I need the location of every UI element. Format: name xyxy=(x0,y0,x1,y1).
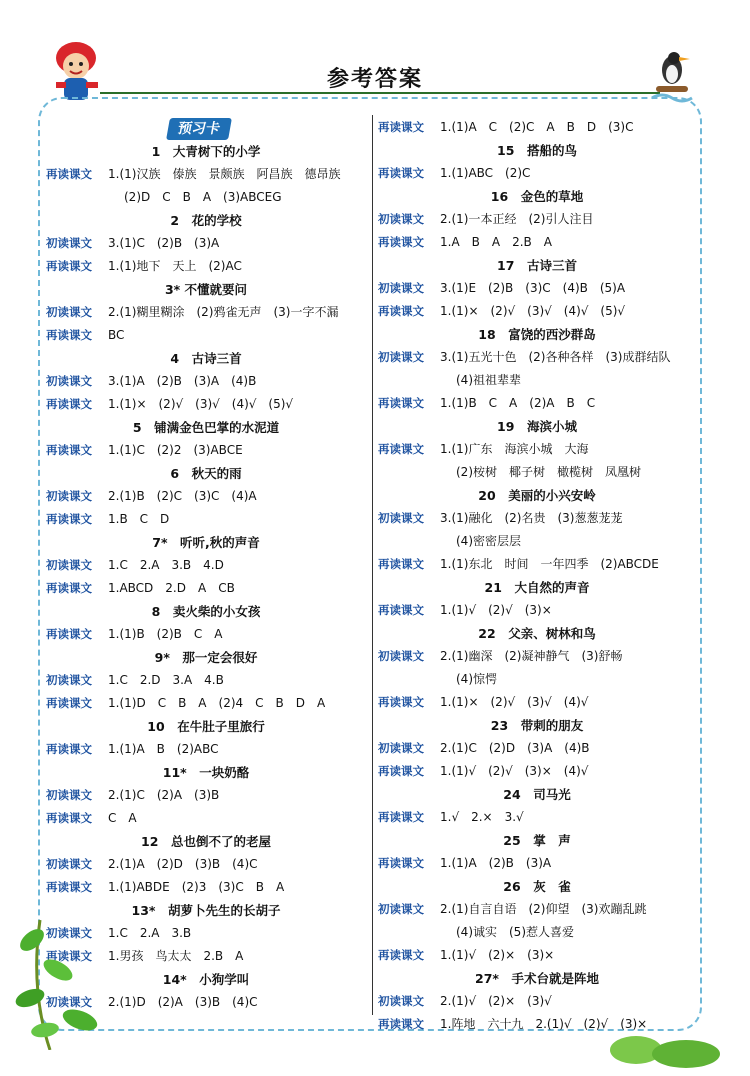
answer-row xyxy=(378,760,696,783)
reading-label: 初读课文 xyxy=(378,511,424,525)
answer-row xyxy=(378,806,696,829)
answer-row xyxy=(378,392,696,415)
answer-row xyxy=(46,186,366,209)
answer-text: 1.(1)B C A (2)A B C xyxy=(440,396,596,410)
answer-text: 2.(1)C (2)D (3)A (4)B xyxy=(440,741,590,755)
answer-text: 1.B C D xyxy=(108,512,170,526)
reading-label: 再读课文 xyxy=(46,259,92,273)
lesson-title: 2 花的学校 xyxy=(170,213,242,228)
reading-label: 再读课文 xyxy=(378,120,424,134)
answer-text: 1.(1)× (2)√ (3)√ (4)√ (5)√ xyxy=(440,304,626,318)
answer-text: (4)惊愕 xyxy=(456,672,497,686)
lesson-title: 26 灰 雀 xyxy=(503,879,571,894)
lesson-title: 14* 小狗学叫 xyxy=(162,972,250,987)
answer-row xyxy=(378,507,696,530)
answer-row xyxy=(46,232,366,255)
reading-label: 初读课文 xyxy=(46,857,92,871)
answer-text: 1.(1)√ (2)× (3)× xyxy=(440,948,555,962)
reading-label: 初读课文 xyxy=(46,673,92,687)
reading-label: 初读课文 xyxy=(378,902,424,916)
reading-label: 初读课文 xyxy=(378,350,424,364)
answer-row xyxy=(378,116,696,139)
reading-label: 初读课文 xyxy=(46,236,92,250)
answer-row xyxy=(46,439,366,462)
answer-row xyxy=(46,370,366,393)
page-header xyxy=(0,0,750,110)
lesson-title: 1 大青树下的小学 xyxy=(151,144,261,159)
answer-row xyxy=(378,530,696,553)
lesson-title: 7* 听听,秋的声音 xyxy=(152,535,260,550)
answer-row xyxy=(378,645,696,668)
page-title: 参考答案 xyxy=(326,67,423,92)
reading-label: 再读课文 xyxy=(378,557,424,571)
answer-text: 1.(1)广东 海滨小城 大海 xyxy=(440,442,589,456)
reading-label: 再读课文 xyxy=(378,603,424,617)
reading-label: 初读课文 xyxy=(378,994,424,1008)
answer-text: (2)D C B A (3)ABCEG xyxy=(124,190,282,204)
reading-label: 再读课文 xyxy=(378,396,424,410)
answer-row xyxy=(46,255,366,278)
answer-text: 1.C 2.A 3.B xyxy=(108,926,192,940)
answer-text: 2.(1)一本正经 (2)引人注目 xyxy=(440,212,594,226)
reading-label: 再读课文 xyxy=(378,1017,424,1031)
answer-text: 2.(1)B (2)C (3)C (4)A xyxy=(108,489,257,503)
answer-text: 1.C 2.D 3.A 4.B xyxy=(108,673,224,687)
reading-label: 初读课文 xyxy=(378,281,424,295)
reading-label: 再读课文 xyxy=(46,811,92,825)
answer-row xyxy=(378,208,696,231)
answer-row xyxy=(46,508,366,531)
answer-text: 3.(1)C (2)B (3)A xyxy=(108,236,220,250)
reading-label: 再读课文 xyxy=(46,397,92,411)
answer-text: (2)桉树 椰子树 橄榄树 凤凰树 xyxy=(456,465,641,479)
answer-text: 1.(1)× (2)√ (3)√ (4)√ xyxy=(440,695,589,709)
grass-decoration-icon xyxy=(606,1010,736,1070)
lesson-title: 22 父亲、树林和鸟 xyxy=(478,626,596,641)
lesson-title: 6 秋天的雨 xyxy=(170,466,242,481)
answer-row xyxy=(378,898,696,921)
answer-text: 1.(1)东北 时间 一年四季 (2)ABCDE xyxy=(440,557,659,571)
reading-label: 再读课文 xyxy=(46,328,92,342)
answer-row xyxy=(378,553,696,576)
answer-row xyxy=(378,277,696,300)
header-divider xyxy=(100,92,660,94)
answer-row xyxy=(46,623,366,646)
answer-text: 1.(1)A (2)B (3)A xyxy=(440,856,552,870)
reading-label: 再读课文 xyxy=(46,696,92,710)
reading-label: 再读课文 xyxy=(378,948,424,962)
answer-text: 1.(1)A C (2)C A B D (3)C xyxy=(440,120,634,134)
answer-text: 1.(1)C (2)2 (3)ABCE xyxy=(108,443,243,457)
right-column xyxy=(378,116,696,1036)
lesson-title: 27* 手术台就是阵地 xyxy=(475,971,599,986)
answer-row xyxy=(46,692,366,715)
answer-text: 1.(1)A B (2)ABC xyxy=(108,742,219,756)
answer-row xyxy=(46,163,366,186)
answer-text: BC xyxy=(108,328,125,342)
answer-row xyxy=(378,162,696,185)
lesson-title: 18 富饶的西沙群岛 xyxy=(478,327,596,342)
answer-row xyxy=(46,485,366,508)
answer-text: 2.(1)√ (2)× (3)√ xyxy=(440,994,552,1008)
reading-label: 再读课文 xyxy=(378,235,424,249)
reading-label: 初读课文 xyxy=(378,649,424,663)
answer-text: 1.(1)× (2)√ (3)√ (4)√ (5)√ xyxy=(108,397,294,411)
lesson-title: 4 古诗三首 xyxy=(170,351,242,366)
lesson-title: 24 司马光 xyxy=(503,787,571,802)
reading-label: 初读课文 xyxy=(46,374,92,388)
answer-text: 2.(1)C (2)A (3)B xyxy=(108,788,220,802)
answer-row xyxy=(378,921,696,944)
answer-text: 2.(1)糊里糊涂 (2)鸦雀无声 (3)一字不漏 xyxy=(108,305,339,319)
lesson-title: 11* 一块奶酪 xyxy=(162,765,250,780)
lesson-title: 23 带刺的朋友 xyxy=(490,718,584,733)
answer-text: 2.(1)幽深 (2)凝神静气 (3)舒畅 xyxy=(440,649,623,663)
answer-row xyxy=(46,301,366,324)
answer-row xyxy=(46,554,366,577)
answer-text: 2.(1)D (2)A (3)B (4)C xyxy=(108,995,258,1009)
lesson-title: 9* 那一定会很好 xyxy=(154,650,258,665)
lesson-title: 17 古诗三首 xyxy=(497,258,577,273)
answer-text: 2.(1)自言自语 (2)仰望 (3)欢蹦乱跳 xyxy=(440,902,647,916)
lesson-title: 10 在牛肚子里旅行 xyxy=(147,719,265,734)
reading-label: 再读课文 xyxy=(46,167,92,181)
reading-label: 再读课文 xyxy=(46,512,92,526)
answer-text: C A xyxy=(108,811,137,825)
answer-text: 1.(1)ABDE (2)3 (3)C B A xyxy=(108,880,285,894)
answer-text: (4)祖祖辈辈 xyxy=(456,373,521,387)
lesson-title: 12 总也倒不了的老屋 xyxy=(141,834,271,849)
reading-label: 初读课文 xyxy=(46,558,92,572)
lesson-title: 20 美丽的小兴安岭 xyxy=(478,488,596,503)
reading-label: 再读课文 xyxy=(46,443,92,457)
answer-row xyxy=(46,784,366,807)
answer-text: 1.男孩 鸟太太 2.B A xyxy=(108,949,244,963)
answer-row xyxy=(378,852,696,875)
reading-label: 再读课文 xyxy=(378,764,424,778)
answer-text: 1.√ 2.× 3.√ xyxy=(440,810,524,824)
reading-label: 再读课文 xyxy=(378,810,424,824)
answer-text: 1.(1)D C B A (2)4 C B D A xyxy=(108,696,326,710)
answer-row xyxy=(378,346,696,369)
reading-label: 再读课文 xyxy=(378,166,424,180)
answer-row xyxy=(46,807,366,830)
reading-label: 再读课文 xyxy=(46,627,92,641)
column-divider xyxy=(372,115,373,1015)
answer-row xyxy=(378,438,696,461)
answer-row xyxy=(378,300,696,323)
reading-label: 初读课文 xyxy=(46,995,92,1009)
reading-label: 初读课文 xyxy=(378,741,424,755)
answer-text: 3.(1)融化 (2)名贵 (3)葱葱茏茏 xyxy=(440,511,623,525)
answer-text: 1.ABCD 2.D A CB xyxy=(108,581,235,595)
answer-row xyxy=(378,668,696,691)
answer-text: 1.A B A 2.B A xyxy=(440,235,552,249)
lesson-title: 15 搭船的鸟 xyxy=(497,143,577,158)
answer-row xyxy=(378,691,696,714)
leaf-decoration-icon xyxy=(10,880,130,1050)
lesson-title: 16 金色的草地 xyxy=(490,189,584,204)
reading-label: 再读课文 xyxy=(46,581,92,595)
lesson-title: 25 掌 声 xyxy=(503,833,571,848)
answer-text: 1.(1)ABC (2)C xyxy=(440,166,531,180)
reading-label: 初读课文 xyxy=(46,788,92,802)
lesson-title: 13* 胡萝卜先生的长胡子 xyxy=(131,903,281,918)
answer-text: (4)密密层层 xyxy=(456,534,521,548)
bird-icon xyxy=(650,44,694,104)
answer-row xyxy=(378,944,696,967)
lesson-title: 5 铺满金色巴掌的水泥道 xyxy=(132,420,280,435)
answer-row xyxy=(46,669,366,692)
answer-row xyxy=(46,324,366,347)
answer-row xyxy=(46,738,366,761)
answer-text: 1.(1)地下 天上 (2)AC xyxy=(108,259,242,273)
reading-label: 再读课文 xyxy=(378,442,424,456)
answer-row xyxy=(46,577,366,600)
answer-row xyxy=(46,393,366,416)
reading-label: 再读课文 xyxy=(378,695,424,709)
lesson-title: 8 卖火柴的小女孩 xyxy=(151,604,261,619)
answer-text: 1.(1)√ (2)√ (3)× (4)√ xyxy=(440,764,589,778)
answer-row xyxy=(378,369,696,392)
reading-label: 初读课文 xyxy=(378,212,424,226)
answer-text: 3.(1)A (2)B (3)A (4)B xyxy=(108,374,257,388)
answer-text: 1.(1)√ (2)√ (3)× xyxy=(440,603,552,617)
reading-label: 再读课文 xyxy=(46,742,92,756)
preview-card-badge: 预习卡 xyxy=(166,118,232,140)
lesson-title: 21 大自然的声音 xyxy=(484,580,590,595)
answer-text: 1.C 2.A 3.B 4.D xyxy=(108,558,224,572)
answer-text: 1.(1)B (2)B C A xyxy=(108,627,223,641)
answer-text: 3.(1)五光十色 (2)各种各样 (3)成群结队 xyxy=(440,350,671,364)
reading-label: 再读课文 xyxy=(378,856,424,870)
reading-label: 再读课文 xyxy=(46,949,92,963)
answer-row xyxy=(378,599,696,622)
answer-row xyxy=(378,737,696,760)
answer-row xyxy=(46,853,366,876)
answer-text: (4)诚实 (5)惹人喜爱 xyxy=(456,925,574,939)
lesson-title: 3* 不懂就要问 xyxy=(164,282,248,297)
answer-row xyxy=(378,461,696,484)
reading-label: 初读课文 xyxy=(46,926,92,940)
reading-label: 再读课文 xyxy=(378,304,424,318)
reading-label: 初读课文 xyxy=(46,489,92,503)
right-answer-list xyxy=(378,116,696,1036)
reading-label: 初读课文 xyxy=(46,305,92,319)
lesson-title: 19 海滨小城 xyxy=(497,419,577,434)
answer-text: 2.(1)A (2)D (3)B (4)C xyxy=(108,857,258,871)
answer-text: 3.(1)E (2)B (3)C (4)B (5)A xyxy=(440,281,626,295)
answer-text: 1.阵地 六十九 2.(1)√ (2)√ (3)× xyxy=(440,1017,648,1031)
reading-label: 再读课文 xyxy=(46,880,92,894)
answer-row xyxy=(378,231,696,254)
answer-text: 1.(1)汉族 傣族 景颇族 阿昌族 德昂族 xyxy=(108,167,341,181)
